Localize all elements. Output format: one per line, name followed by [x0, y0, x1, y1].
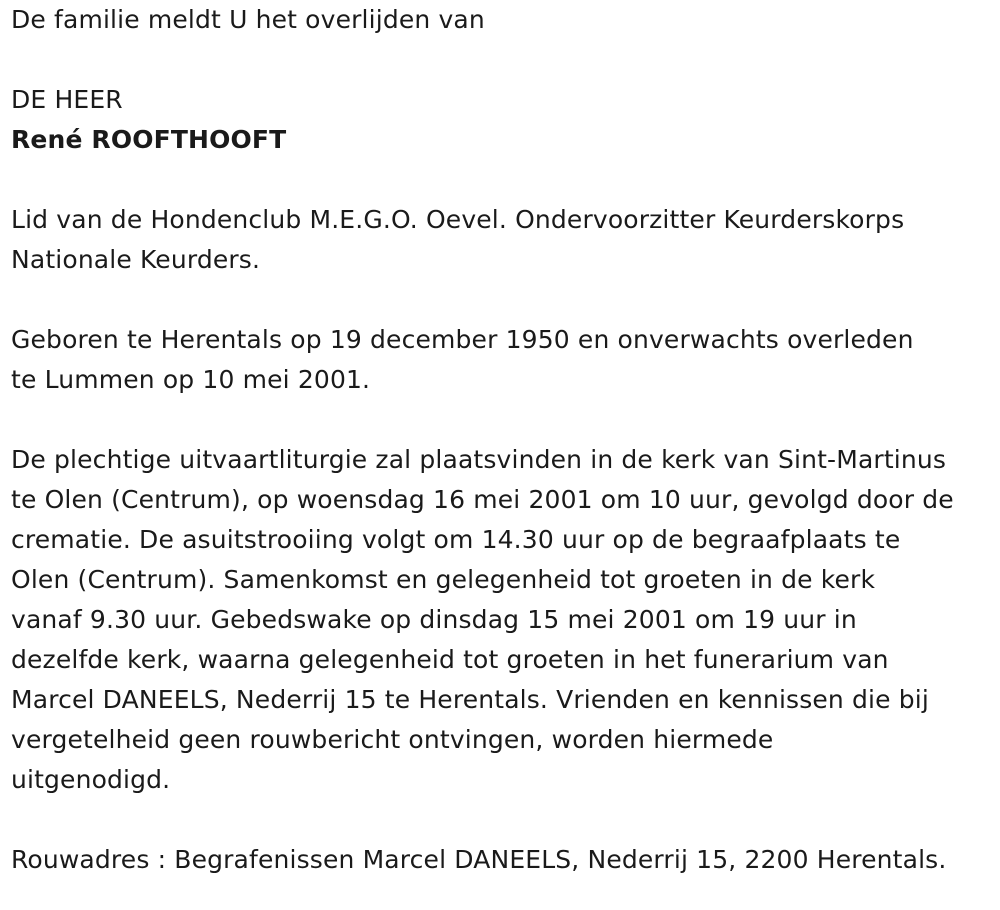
membership-line: Lid van de Hondenclub M.E.G.O. Oevel. Ondervoorzitter Keurderskorps	[11, 205, 905, 234]
spacer	[11, 400, 996, 440]
birth-death-paragraph	[11, 320, 996, 400]
membership-paragraph	[11, 200, 996, 280]
ceremony-line: De plechtige uitvaartliturgie zal plaatsvinden in de kerk van Sint-Martinus	[11, 445, 947, 474]
spacer	[11, 800, 996, 840]
mourning-address: Rouwadres : Begrafenissen Marcel DANEELS, Nederrij 15, 2200 Herentals.	[11, 845, 947, 874]
intro-text: De familie meldt U het overlijden van	[11, 5, 485, 34]
ceremony-line: dezelfde kerk, waarna gelegenheid tot groeten in het funerarium van	[11, 645, 889, 674]
birth-death-line: te Lummen op 10 mei 2001.	[11, 365, 371, 394]
deceased-name: René ROOFTHOOFT	[11, 125, 287, 154]
membership-line: Nationale Keurders.	[11, 245, 261, 274]
obituary-notice	[11, 0, 996, 880]
ceremony-line: Marcel DANEELS, Nederrij 15 te Herentals. Vrienden en kennissen die bij	[11, 685, 929, 714]
birth-death-line: Geboren te Herentals op 19 december 1950 en onverwachts overleden	[11, 325, 914, 354]
ceremony-line: vanaf 9.30 uur. Gebedswake op dinsdag 15 mei 2001 om 19 uur in	[11, 605, 857, 634]
honorific-title: DE HEER	[11, 85, 123, 114]
ceremony-line: uitgenodigd.	[11, 765, 171, 794]
spacer	[11, 160, 996, 200]
ceremony-paragraph	[11, 440, 996, 800]
ceremony-line: vergetelheid geen rouwbericht ontvingen, worden hiermede	[11, 725, 774, 754]
spacer	[11, 40, 996, 80]
ceremony-line: te Olen (Centrum), op woensdag 16 mei 2001 om 10 uur, gevolgd door de	[11, 485, 954, 514]
spacer	[11, 280, 996, 320]
ceremony-line: crematie. De asuitstrooiing volgt om 14.30 uur op de begraafplaats te	[11, 525, 901, 554]
ceremony-line: Olen (Centrum). Samenkomst en gelegenheid tot groeten in de kerk	[11, 565, 876, 594]
